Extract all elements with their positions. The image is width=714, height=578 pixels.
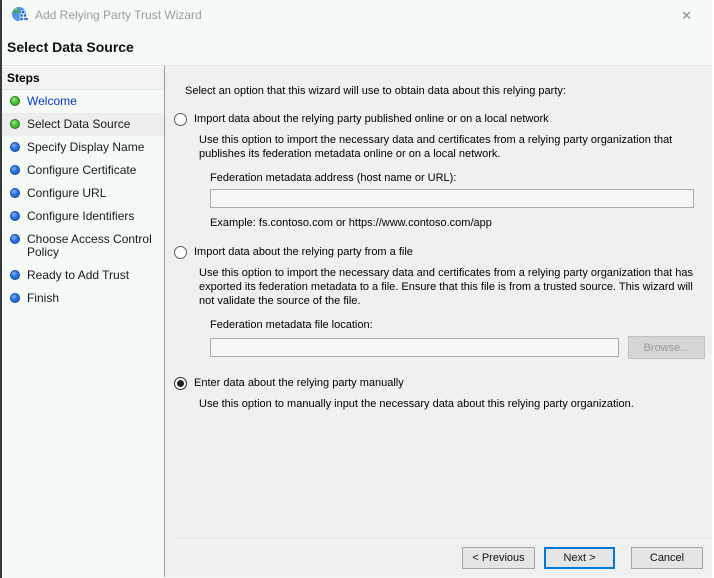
sidebar-item-select-data-source[interactable]	[2, 113, 164, 136]
option-description: Use this option to manually input the necessary data about this relying party organization.	[199, 398, 634, 410]
step-pending-bullet-icon	[10, 234, 20, 244]
steps-header: Steps	[2, 66, 164, 90]
intro-text: Select an option that this wizard will use to obtain data about this relying party:	[185, 85, 566, 97]
step-label: Configure Identifiers	[27, 209, 135, 223]
option-description: Use this option to import the necessary data and certificates from a relying party organization that publishes its federation metadata online or on a local network.	[199, 134, 673, 160]
step-label: Welcome	[27, 94, 77, 108]
next-button[interactable]: Next >	[544, 547, 615, 569]
radio-option-label: Import data about the relying party published online or on a local network	[194, 113, 549, 125]
sidebar-item-configure-url	[2, 182, 164, 205]
window-title: Add Relying Party Trust Wizard	[35, 8, 202, 22]
step-pending-bullet-icon	[10, 270, 20, 280]
step-label: Choose Access Control Policy	[27, 232, 152, 259]
radio-option-import-file[interactable]	[174, 245, 712, 259]
step-pending-bullet-icon	[10, 293, 20, 303]
content-pane	[165, 66, 712, 577]
radio-checked-icon[interactable]	[174, 377, 187, 390]
step-label: Select Data Source	[27, 117, 131, 131]
step-completed-bullet-icon	[10, 119, 20, 129]
sidebar-item-configure-certificate	[2, 159, 164, 182]
close-icon[interactable]: ✕	[681, 7, 692, 23]
radio-option-import-online[interactable]	[174, 112, 712, 126]
steps-sidebar	[2, 66, 165, 577]
page-title: Select Data Source	[7, 39, 134, 55]
step-completed-bullet-icon	[10, 96, 20, 106]
federation-metadata-address-input[interactable]	[210, 189, 694, 208]
step-label: Finish	[27, 291, 60, 305]
sidebar-item-configure-identifiers	[2, 205, 164, 228]
step-label: Configure URL	[27, 186, 107, 200]
step-label: Ready to Add Trust	[27, 268, 130, 282]
sidebar-item-choose-access-control-policy	[2, 228, 164, 264]
titlebar	[2, 0, 712, 30]
sidebar-item-ready-to-add-trust	[2, 264, 164, 287]
sidebar-item-welcome[interactable]	[2, 90, 164, 113]
radio-option-enter-manually[interactable]	[174, 376, 712, 390]
step-pending-bullet-icon	[10, 211, 20, 221]
wizard-body	[2, 65, 712, 577]
step-pending-bullet-icon	[10, 142, 20, 152]
adfs-wizard-icon	[11, 6, 29, 24]
federation-metadata-file-label: Federation metadata file location:	[210, 319, 373, 331]
option-description: Use this option to import the necessary data and certificates from a relying party organization that has exported its federation metadata to a file. Ensure that this file is from a trusted source. This wizard will not validate the source of the file.	[199, 267, 694, 307]
browse-button[interactable]: Browse...	[628, 336, 705, 359]
radio-option-label: Import data about the relying party from a file	[194, 246, 413, 258]
federation-metadata-address-label: Federation metadata address (host name or URL):	[210, 172, 457, 184]
step-pending-bullet-icon	[10, 165, 20, 175]
step-pending-bullet-icon	[10, 188, 20, 198]
radio-unchecked-icon[interactable]	[174, 246, 187, 259]
sidebar-item-specify-display-name	[2, 136, 164, 159]
radio-option-label: Enter data about the relying party manually	[194, 377, 404, 389]
previous-button[interactable]: < Previous	[462, 547, 535, 569]
radio-unchecked-icon[interactable]	[174, 113, 187, 126]
content-spacer	[174, 422, 712, 538]
example-text: Example: fs.contoso.com or https://www.contoso.com/app	[210, 217, 492, 229]
step-label: Specify Display Name	[27, 140, 145, 154]
sidebar-item-finish	[2, 287, 164, 310]
step-label: Configure Certificate	[27, 163, 137, 177]
wizard-footer	[174, 538, 712, 577]
cancel-button[interactable]: Cancel	[631, 547, 703, 569]
federation-metadata-file-input[interactable]	[210, 338, 619, 357]
